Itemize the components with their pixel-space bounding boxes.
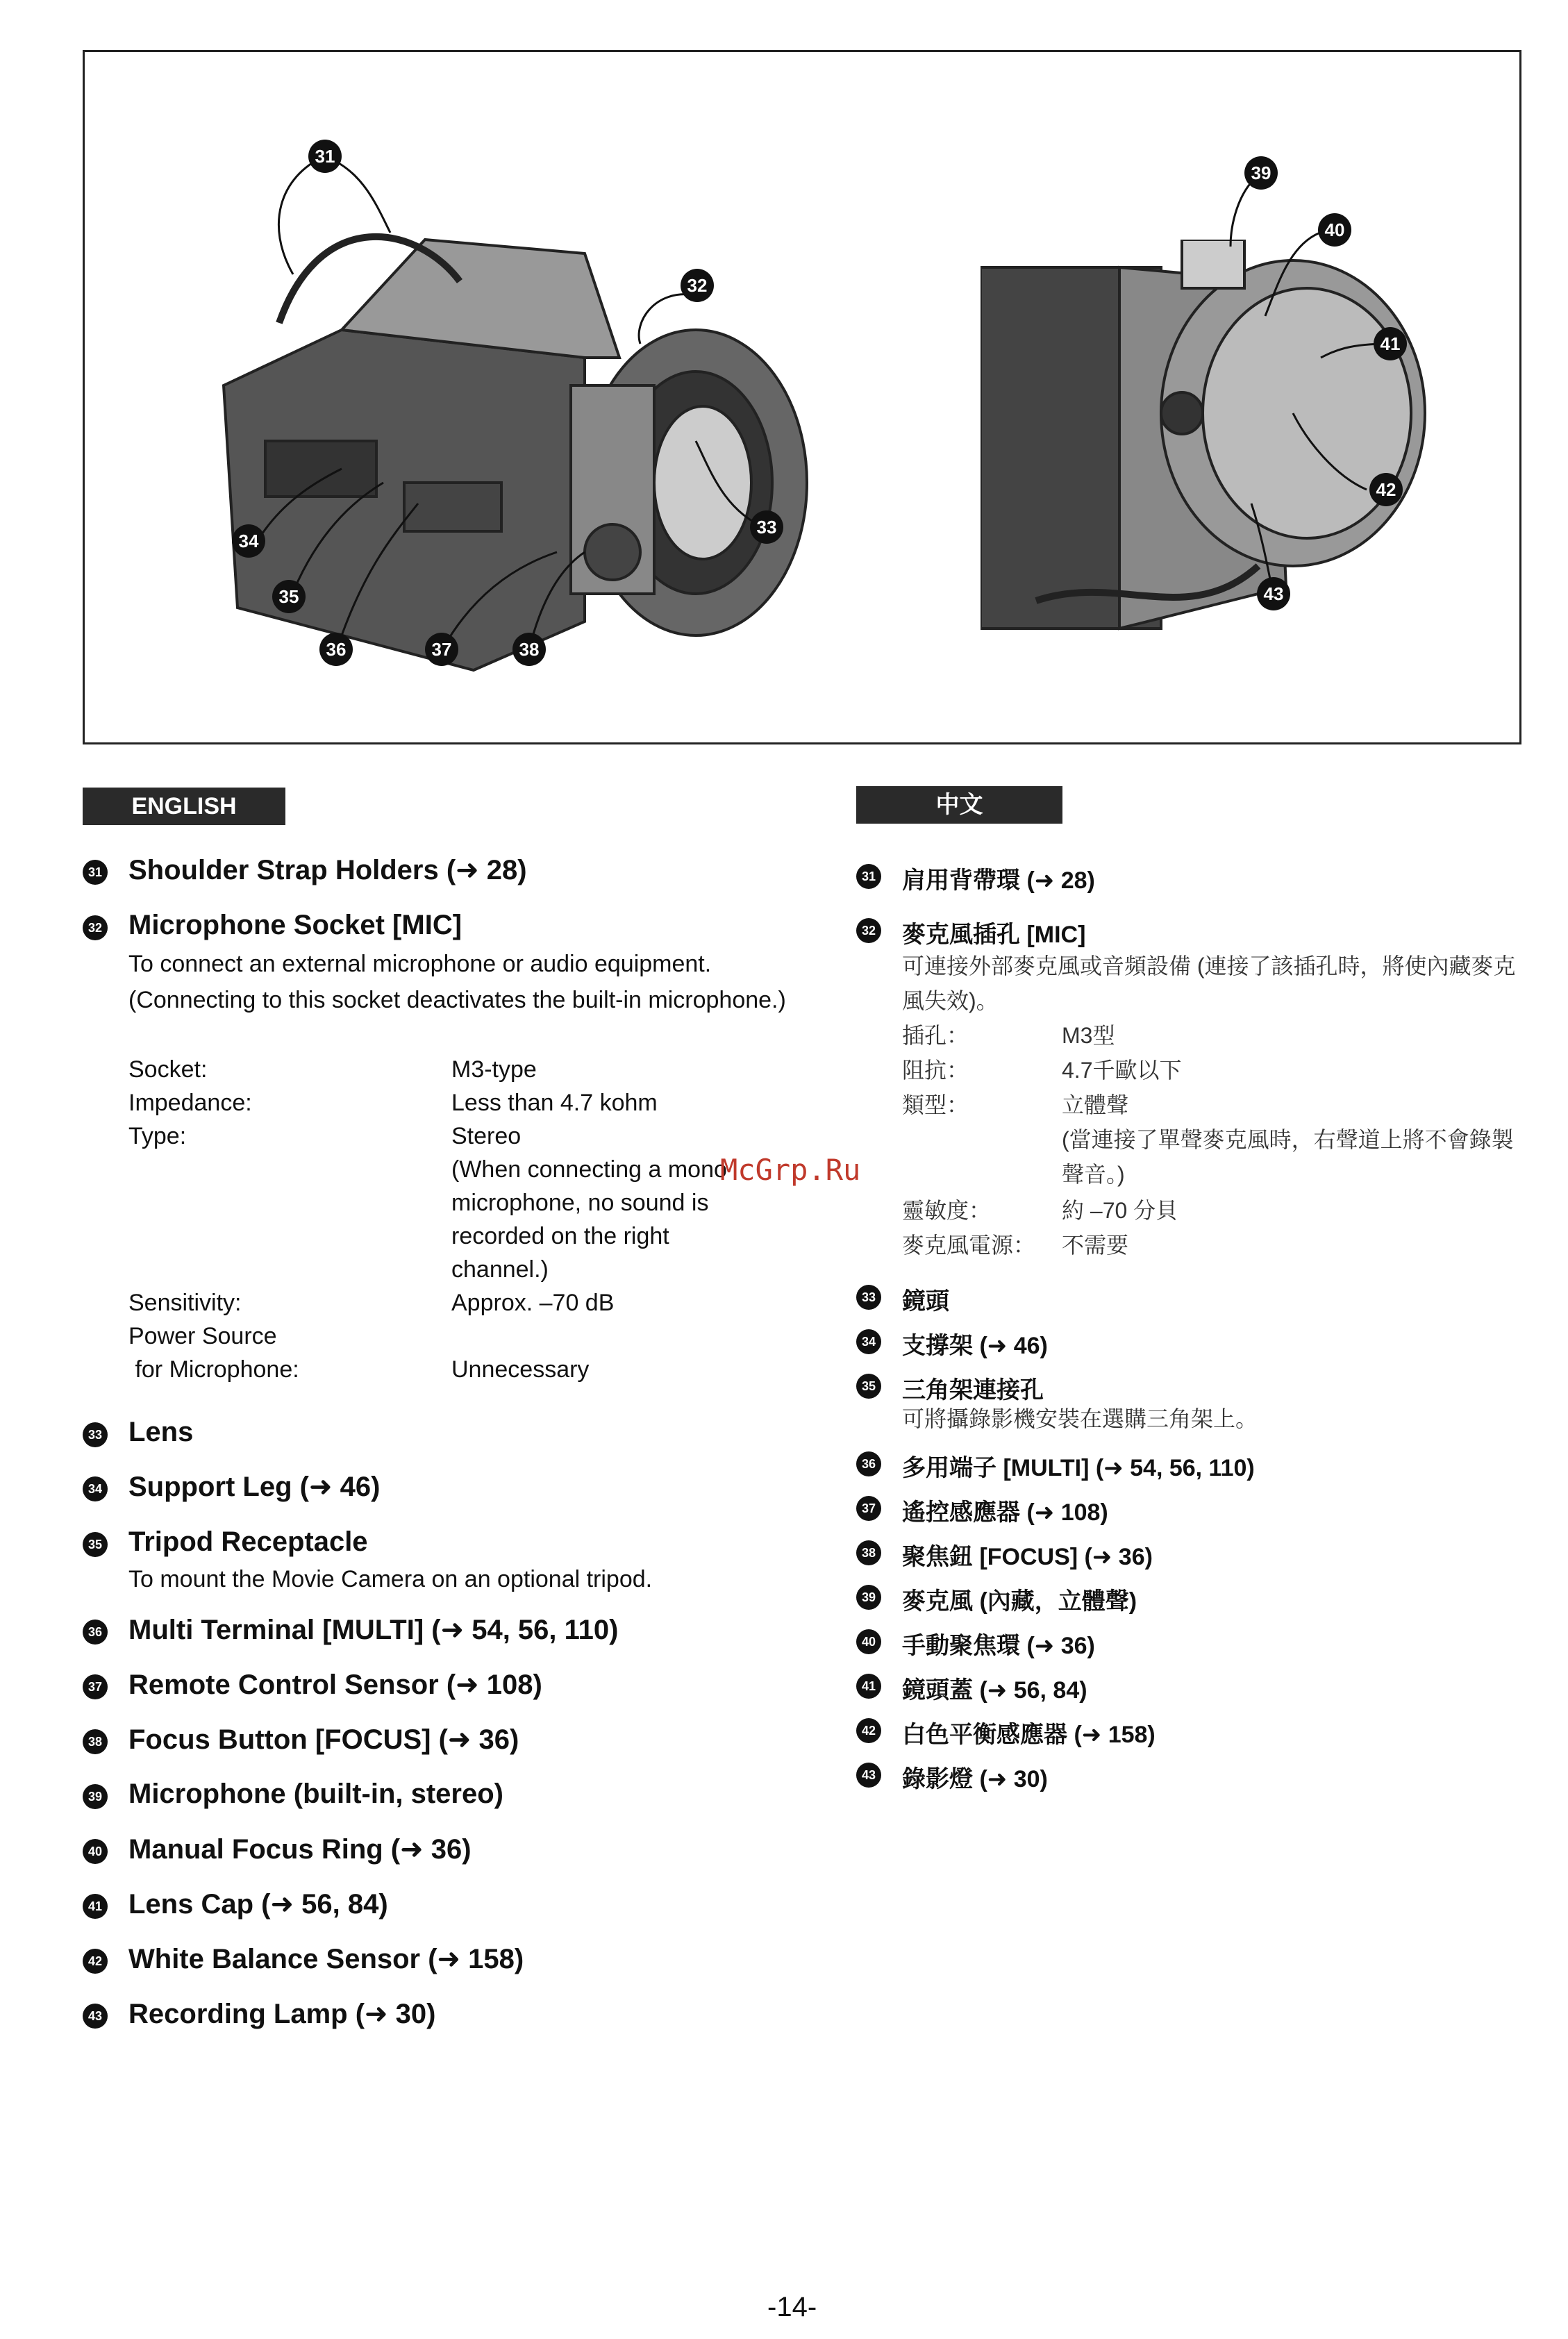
spec-value: 4.7千歐以下 bbox=[1062, 1058, 1182, 1083]
callout-42: 42 bbox=[1369, 473, 1403, 506]
spec-label: 阻抗： bbox=[902, 1058, 969, 1083]
page-number: -14- bbox=[767, 2292, 817, 2322]
spec-value: Stereo bbox=[451, 1123, 522, 1149]
item-title: 三角架連接孔 bbox=[902, 1377, 1044, 1404]
spec-label: Impedance: bbox=[128, 1090, 252, 1116]
item-number: 38 bbox=[856, 1540, 881, 1565]
watermark: McGrp.Ru bbox=[720, 1153, 861, 1187]
callout-39: 39 bbox=[1244, 156, 1278, 190]
item-title: 錄影燈 (➜ 30) bbox=[902, 1766, 1048, 1792]
item-number: 39 bbox=[856, 1585, 881, 1610]
item-number: 33 bbox=[856, 1285, 881, 1310]
spec-value: 約 –70 分貝 bbox=[1062, 1198, 1178, 1223]
item-title: Remote Control Sensor (➜ 108) bbox=[128, 1670, 542, 1700]
item-title: Tripod Receptacle bbox=[128, 1526, 368, 1557]
item-description: To connect an external microphone or audio equipment. (Connecting to this socket deactivates the built-in microphone.) bbox=[128, 951, 786, 1013]
item-title: 支撐架 (➜ 46) bbox=[902, 1333, 1048, 1359]
spec-label: Type: bbox=[128, 1123, 187, 1149]
item-title: Lens bbox=[128, 1417, 194, 1447]
spec-value: Unnecessary bbox=[451, 1356, 590, 1383]
camera-illustration bbox=[83, 50, 1521, 744]
spec-value: (當連接了單聲麥克風時，右聲道上將不會錄製聲音。) bbox=[1062, 1127, 1514, 1187]
spec-label: 靈敏度： bbox=[902, 1198, 992, 1223]
callout-38: 38 bbox=[512, 633, 546, 666]
item-title: 遙控感應器 (➜ 108) bbox=[902, 1499, 1108, 1526]
item-title: Shoulder Strap Holders (➜ 28) bbox=[128, 855, 527, 885]
item-number: 41 bbox=[856, 1674, 881, 1699]
item-number: 31 bbox=[856, 864, 881, 889]
callout-43: 43 bbox=[1257, 577, 1290, 610]
item-number: 42 bbox=[83, 1949, 108, 1974]
item-description: 可將攝錄影機安裝在選購三角架上。 bbox=[902, 1406, 1258, 1431]
item-title: 手動聚焦環 (➜ 36) bbox=[902, 1633, 1095, 1659]
item-number: 40 bbox=[83, 1839, 108, 1864]
spec-value: 不需要 bbox=[1062, 1233, 1129, 1258]
item-number: 35 bbox=[83, 1532, 108, 1557]
item-number: 42 bbox=[856, 1718, 881, 1743]
spec-value: Approx. –70 dB bbox=[451, 1290, 615, 1316]
spec-value: 立體聲 bbox=[1062, 1092, 1129, 1117]
item-number: 34 bbox=[856, 1329, 881, 1354]
item-title: Support Leg (➜ 46) bbox=[128, 1472, 381, 1502]
callout-40: 40 bbox=[1318, 213, 1351, 247]
item-title: 麥克風插孔 [MIC] bbox=[902, 922, 1086, 948]
callout-31: 31 bbox=[308, 140, 342, 173]
item-number: 43 bbox=[83, 2004, 108, 2029]
item-number: 38 bbox=[83, 1729, 108, 1754]
item-title: 鏡頭蓋 (➜ 56, 84) bbox=[902, 1677, 1087, 1704]
spec-label: 類型： bbox=[902, 1092, 969, 1117]
item-number: 41 bbox=[83, 1894, 108, 1919]
item-title: 肩用背帶環 (➜ 28) bbox=[902, 867, 1095, 894]
callout-37: 37 bbox=[425, 633, 458, 666]
item-title: Lens Cap (➜ 56, 84) bbox=[128, 1889, 388, 1920]
callout-33: 33 bbox=[750, 510, 783, 544]
item-number: 39 bbox=[83, 1784, 108, 1809]
item-title: Manual Focus Ring (➜ 36) bbox=[128, 1834, 472, 1865]
item-number: 33 bbox=[83, 1422, 108, 1447]
callout-leader-lines bbox=[85, 52, 1519, 742]
item-title: 白色平衡感應器 (➜ 158) bbox=[902, 1722, 1156, 1748]
spec-label: for Microphone: bbox=[128, 1356, 299, 1383]
item-number: 34 bbox=[83, 1476, 108, 1501]
item-title: White Balance Sensor (➜ 158) bbox=[128, 1944, 524, 1974]
item-title: 麥克風 (內藏，立體聲) bbox=[902, 1588, 1137, 1615]
item-number: 36 bbox=[856, 1451, 881, 1476]
item-title: Microphone (built-in, stereo) bbox=[128, 1779, 503, 1809]
item-number: 43 bbox=[856, 1763, 881, 1788]
chinese-section-label: 中文 bbox=[856, 786, 1062, 824]
item-number: 32 bbox=[83, 915, 108, 940]
spec-label: 麥克風電源： bbox=[902, 1233, 1036, 1258]
callout-32: 32 bbox=[681, 269, 714, 302]
item-number: 32 bbox=[856, 918, 881, 943]
spec-value: M3-type bbox=[451, 1056, 537, 1083]
spec-label: 插孔： bbox=[902, 1023, 969, 1048]
item-description: To mount the Movie Camera on an optional tripod. bbox=[128, 1566, 653, 1592]
spec-value: M3型 bbox=[1062, 1023, 1115, 1048]
item-title: 多用端子 [MULTI] (➜ 54, 56, 110) bbox=[902, 1455, 1255, 1481]
item-number: 31 bbox=[83, 860, 108, 885]
item-number: 37 bbox=[856, 1496, 881, 1521]
spec-value: Less than 4.7 kohm bbox=[451, 1090, 658, 1116]
callout-34: 34 bbox=[232, 524, 265, 558]
item-title: 鏡頭 bbox=[902, 1288, 949, 1315]
item-title: Recording Lamp (➜ 30) bbox=[128, 1999, 436, 2029]
item-number: 35 bbox=[856, 1374, 881, 1399]
item-number: 37 bbox=[83, 1674, 108, 1699]
item-title: Multi Terminal [MULTI] (➜ 54, 56, 110) bbox=[128, 1615, 619, 1645]
callout-35: 35 bbox=[272, 580, 306, 613]
spec-label: Socket: bbox=[128, 1056, 208, 1083]
spec-label: Sensitivity: bbox=[128, 1290, 242, 1316]
callout-36: 36 bbox=[319, 633, 353, 666]
item-description: 可連接外部麥克風或音頻設備 (連接了該插孔時，將使內藏麥克風失效)。 bbox=[902, 954, 1516, 1013]
spec-value: (When connecting a mono microphone, no sound is recorded on the right channel.) bbox=[451, 1156, 727, 1283]
spec-label: Power Source bbox=[128, 1323, 277, 1349]
english-section-label: ENGLISH bbox=[83, 788, 285, 825]
item-number: 36 bbox=[83, 1620, 108, 1645]
item-title: Focus Button [FOCUS] (➜ 36) bbox=[128, 1724, 519, 1755]
callout-41: 41 bbox=[1374, 327, 1407, 360]
item-title: Microphone Socket [MIC] bbox=[128, 910, 462, 940]
item-number: 40 bbox=[856, 1629, 881, 1654]
item-title: 聚焦鈕 [FOCUS] (➜ 36) bbox=[902, 1544, 1153, 1570]
